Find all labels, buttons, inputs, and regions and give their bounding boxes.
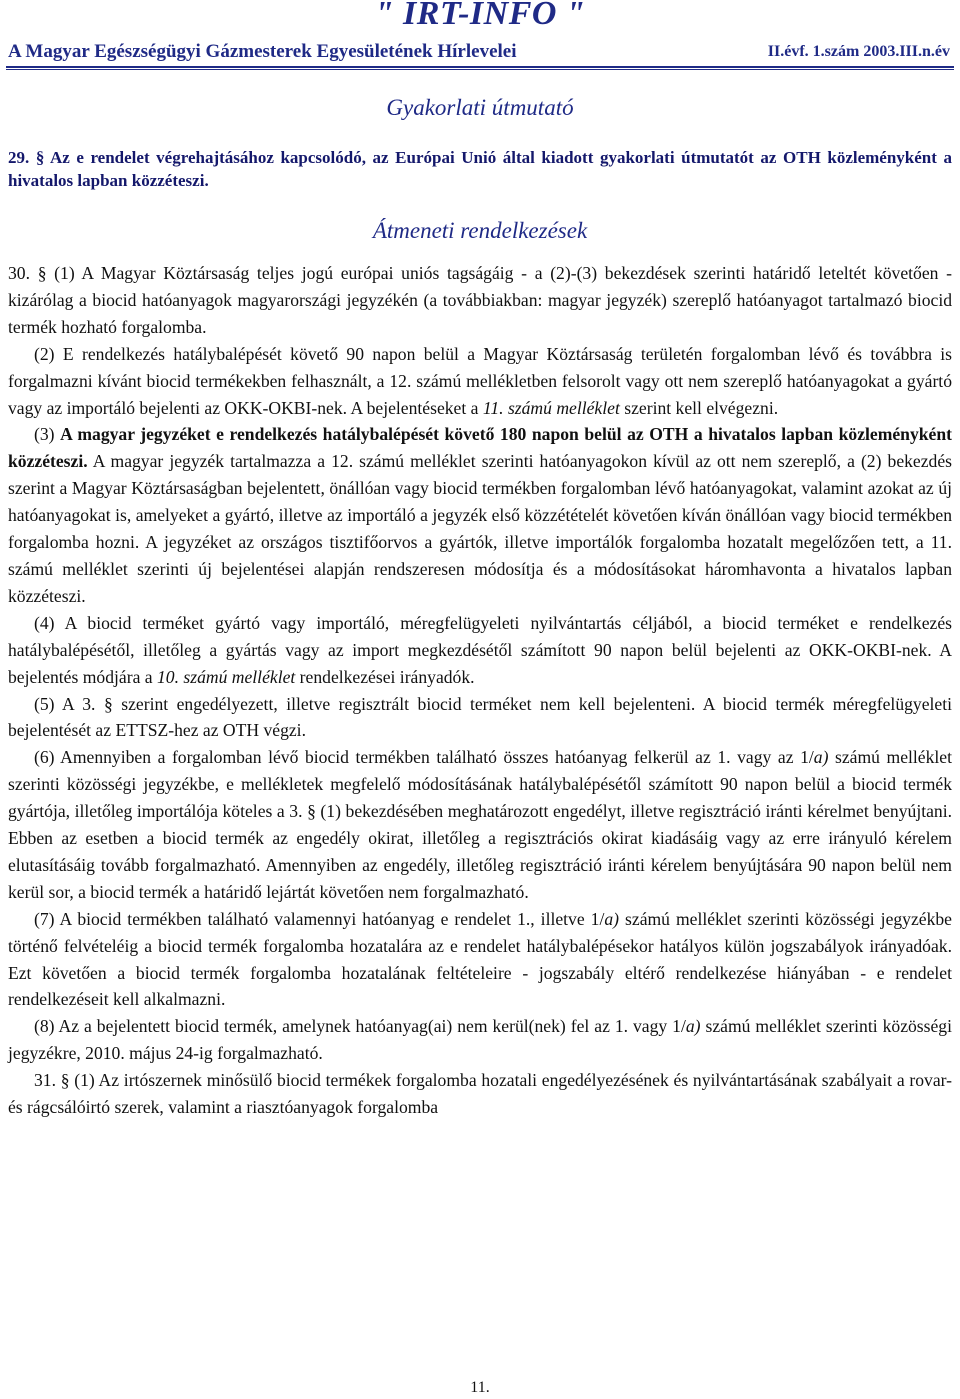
- paragraph-30-7: [8, 906, 952, 1014]
- paragraph-30-2-text: (2) E rendelkezés hatálybalépését követő 90 napon belül a Magyar Köztársaság területén forgalomban lévő és továbbra is forgalmazni kívánt biocid termékekben felhasznált, a 12. számú mellékletben felsorolt vagy ott nem szereplő hatóanyagokat a gyártó vagy az importáló bejelenti az OKK-OKBI-nek. A bejelentéseket a: [8, 343, 952, 418]
- paragraph-30-7-text: (7) A biocid termékben található valamennyi hatóanyag e rendelet 1., illetve 1/: [34, 908, 605, 929]
- paragraph-30-3-number: (3): [34, 424, 61, 445]
- paragraph-30-4-text: (4) A biocid terméket gyártó vagy importáló, méregfelügyeleti nyilvántartás céljából, a biocid terméket e rendelkezés hatálybalépésétől, illetőleg a gyártás vagy az import megkezdésétől számított 90 napon belül bejelenti az OKK-OKBI-nek. A bejelentés módjára a: [8, 612, 952, 687]
- header-rule-thin: [6, 69, 954, 70]
- annex-11-reference: 11. számú melléklet: [482, 397, 620, 418]
- section-title-guide: Gyakorlati útmutató: [386, 95, 574, 120]
- paragraph-30-6: [8, 744, 952, 905]
- issue-info: II.évf. 1.szám 2003.III.n.év: [767, 43, 950, 60]
- paragraph-30-1: 30. § (1) A Magyar Köztársaság teljes jogú európai uniós tagságáig - a (2)-(3) bekezdések szerinti határidő leteltét követően - kizárólag a biocid hatóanyagok magyarországi jegyzékén (a továbbiakban: magyar jegyzék) szereplő hatóanyagot tartalmazó biocid termék hozható forgalomba.: [8, 263, 952, 337]
- paragraph-30-8-text: (8) Az a bejelentett biocid termék, amelynek hatóanyag(ai) nem kerül(nek) fel az 1. vagy 1/: [34, 1016, 686, 1037]
- section-title-transitional: Átmeneti rendelkezések: [372, 218, 588, 243]
- paragraph-30-3-bold: A magyar jegyzéket e rendelkezés hatálybalépését követő 180 napon belül az OTH a hivatalos lapban közleményként közzéteszi.: [8, 424, 952, 472]
- paragraph-29: 29. § Az e rendelet végrehajtásához kapcsolódó, az Európai Unió által kiadott gyakorlati útmutatót az OTH közleményként a hivatalos lapban közzéteszi.: [8, 148, 952, 190]
- paragraph-31-1: 31. § (1) Az irtószernek minősülő biocid termékek forgalomba hozatali engedélyezésének és nyilvántartásának szabályait a rovar- és rágcsálóirtó szerek, valamint a riasztóanyagok forgalomba: [8, 1070, 952, 1118]
- paragraph-30-6-tail: számú melléklet szerinti közösségi jegyzékbe, e mellékletek megfelelő módosításának hatálybalépésétől számított 90 napon belül a biocid termék gyártója, illetőleg importálója köteles a 3. § (1) bekezdésében meghatározott engedélyt, illetve regisztráció iránti kérelmet benyújtani. Ebben az esetben a biocid termék az engedély okirat, illetőleg a regisztrációs okirat kiadásáig vagy az erre irányuló kérelem elutasításáig tovább forgalmazható. Amennyiben az engedély, illetőleg regisztráció iránti kérelem benyújtására 90 napon belül nem kerül sor, a biocid termék a határidő lejártát követően nem forgalmazható.: [8, 747, 952, 902]
- annex-1a-reference: a): [813, 747, 829, 768]
- paragraph-30-5: (5) A 3. § szerint engedélyezett, illetve regisztrált biocid terméket nem kell bejelenteni. A biocid termék méregfelügyeleti bejelentését az ETTSZ-hez az OTH végzi.: [8, 693, 952, 741]
- paragraph-30-2-tail: szerint kell elvégezni.: [619, 397, 779, 418]
- paragraph-30-7-tail: számú melléklet szerinti közösségi jegyzékbe történő felvételéig a biocid termék forgalomba hozatalára az e rendelet hatálybalépésekor hatályos külön jogszabályok irányadóak. Ezt követően a biocid termék forgalomba hozatalának feltételeire - jogszabály eltérő rendelkezése hiányában - e rendelet rendelkezéseit kell alkalmazni.: [8, 908, 952, 1010]
- paragraph-30-2: [8, 341, 952, 422]
- paragraph-30-3-text: A magyar jegyzék tartalmazza a 12. számú melléklet szerinti hatóanyagokon kívül az ott nem szereplő, a (2) bekezdés szerint a Magyar Köztársaságban bejelentett, önállóan vagy biocid termékben forgalomban lévő hatóanyagokat, valamint azokat az új hatóanyagokat is, amelyeket a gyártó, illetve az importáló a jegyzék első közzétételét követően kíván önállóan vagy biocid termékben forgalomba hozni. A jegyzéket az országos tisztifőorvos a gyártók, illetve importálók forgalomba hozatalt megelőzően tett, a 11. számú melléklet szerinti új bejelentései alapján rendszeresen módosítja és a módosításokat háromhavonta a hivatalos lapban közzéteszi.: [8, 451, 952, 606]
- page-number: 11.: [470, 1379, 490, 1396]
- annex-1a-reference: a): [685, 1016, 701, 1037]
- paragraph-30-6-text: (6) Amennyiben a forgalomban lévő biocid termékben található összes hatóanyag felkerül az 1. vagy az 1/: [34, 747, 814, 768]
- paragraph-30-8-tail: számú melléklet szerinti közösségi jegyzékre, 2010. május 24-ig forgalmazható.: [8, 1016, 952, 1064]
- annex-10-reference: 10. számú melléklet: [157, 666, 296, 687]
- transitional-provisions-body: [8, 260, 952, 1121]
- header-rule: [6, 66, 954, 68]
- paragraph-30-8: [8, 1013, 952, 1067]
- newsletter-subtitle: A Magyar Egészségügyi Gázmesterek Egyesületének Hírlevelei: [8, 41, 517, 62]
- newsletter-brand: " IRT-INFO ": [374, 0, 586, 32]
- paragraph-30-4: [8, 610, 952, 691]
- paragraph-30-4-tail: rendelkezései irányadók.: [295, 666, 475, 687]
- paragraph-30-3: [8, 421, 952, 609]
- annex-1a-reference: a): [604, 908, 620, 929]
